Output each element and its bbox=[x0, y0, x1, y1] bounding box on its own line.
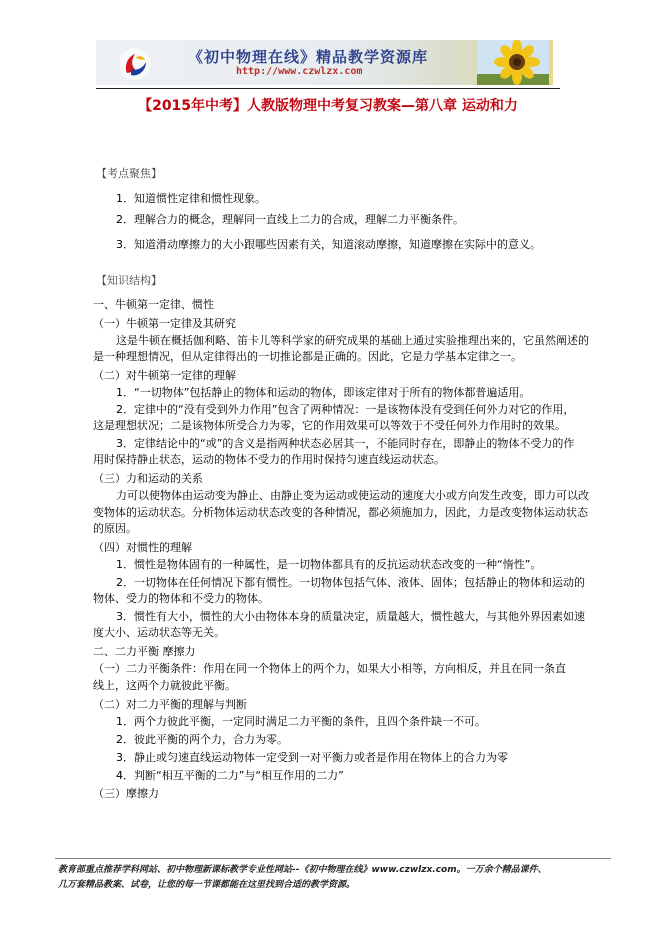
document-title: 【2015年中考】人教版物理中考复习教案—第八章 运动和力 bbox=[138, 98, 518, 114]
paragraph-line: 3．静止或匀速直线运动物体一定受到一对平衡力或者是作用在物体上的合力为零 bbox=[116, 751, 508, 764]
paragraph-line: 度大小、运动状态等无关。 bbox=[93, 626, 225, 639]
paragraph-line: 4．判断“相互平衡的二力”与“相互作用的二力” bbox=[116, 769, 344, 782]
paragraph-line: 的原因。 bbox=[93, 522, 137, 535]
paragraph-line: 3．惯性有大小，惯性的大小由物体本身的质量决定，质量越大，惯性越大，与其他外界因素如速 bbox=[116, 610, 585, 623]
subheading: （四）对惯性的理解 bbox=[93, 541, 192, 554]
footer-line: 几万套精品教案、试卷，让您的每一节课都能在这里找到合适的教学资源。 bbox=[58, 880, 356, 890]
kaodian-item: 2．理解合力的概念，理解同一直线上二力的合成，理解二力平衡条件。 bbox=[116, 213, 464, 226]
site-logo-icon bbox=[118, 47, 152, 81]
banner-title: 《初中物理在线》精品教学资源库 bbox=[188, 48, 429, 66]
header-banner bbox=[96, 40, 553, 85]
paragraph-line: 这是牛顿在概括伽利略、笛卡儿等科学家的研究成果的基础上通过实验推理出来的，它虽然阐述的 bbox=[116, 334, 589, 347]
kaodian-item: 1．知道惯性定律和惯性现象。 bbox=[116, 192, 266, 205]
footer-line: 教育部重点推荐学科网站、初中物理新课标教学专业性网站--《初中物理在线》www.czwlzx.com。一万余个精品课件、 bbox=[58, 865, 547, 875]
subheading: （三）摩擦力 bbox=[93, 787, 159, 800]
subheading: （三）力和运动的关系 bbox=[93, 472, 203, 485]
paragraph-line: 是一种理想情况，但从定律得出的一切推论都是正确的。因此，它是力学基本定律之一。 bbox=[93, 350, 522, 363]
kaodian-item: 3．知道滑动摩擦力的大小跟哪些因素有关，知道滚动摩擦，知道摩擦在实际中的意义。 bbox=[116, 238, 541, 251]
paragraph-line: 1．惯性是物体固有的一种属性，是一切物体都具有的反抗运动状态改变的一种“惰性”。 bbox=[116, 558, 542, 571]
banner-url[interactable]: http://www.czwlzx.com bbox=[236, 66, 363, 77]
paragraph-line: 2．彼此平衡的两个力，合力为零。 bbox=[116, 733, 288, 746]
heading-2: 二、二力平衡 摩擦力 bbox=[93, 645, 196, 658]
footer-rule bbox=[55, 858, 611, 859]
paragraph-line: 物体、受力的物体和不受力的物体。 bbox=[93, 592, 269, 605]
paragraph-line: 1．“一切物体”包括静止的物体和运动的物体，即该定律对于所有的物体都普遍适用。 bbox=[116, 386, 531, 399]
section-label-zhishi: 【知识结构】 bbox=[96, 274, 162, 287]
paragraph-line: 2．定律中的“没有受到外力作用”包含了两种情况：一是该物体没有受到任何外力对它的作用， bbox=[116, 403, 575, 416]
paragraph-line: 1．两个力彼此平衡，一定同时满足二力平衡的条件，且四个条件缺一不可。 bbox=[116, 715, 486, 728]
subheading: （一）二力平衡条件：作用在同一个物体上的两个力，如果大小相等，方向相反，并且在同一条直 bbox=[93, 662, 566, 675]
heading-1: 一、牛顿第一定律、惯性 bbox=[93, 298, 214, 311]
paragraph-line: 线上，这两个力就彼此平衡。 bbox=[93, 679, 236, 692]
paragraph-line: 力可以使物体由运动变为静止、由静止变为运动或使运动的速度大小或方向发生改变，即力可以改 bbox=[116, 489, 589, 502]
sunflower-image bbox=[477, 40, 549, 85]
paragraph-line: 变物体的运动状态。分析物体运动状态改变的各种情况，都必须施加力，因此，力是改变物体运动状态 bbox=[93, 506, 588, 519]
subheading: （一）牛顿第一定律及其研究 bbox=[93, 317, 236, 330]
section-label-kaodian: 【考点聚焦】 bbox=[96, 167, 162, 180]
paragraph-line: 用时保持静止状态，运动的物体不受力的作用时保持匀速直线运动状态。 bbox=[93, 453, 445, 466]
header-rule bbox=[96, 88, 560, 89]
paragraph-line: 这是理想状况；二是该物体所受合力为零，它的作用效果可以等效于不受任何外力作用时的效果。 bbox=[93, 419, 566, 432]
paragraph-line: 2．一切物体在任何情况下都有惯性。一切物体包括气体、液体、固体；包括静止的物体和运动的 bbox=[116, 576, 585, 589]
subheading: （二）对二力平衡的理解与判断 bbox=[93, 698, 247, 711]
paragraph-line: 3．定律结论中的“或”的含义是指两种状态必居其一，不能同时存在，即静止的物体不受力的作 bbox=[116, 437, 575, 450]
subheading: （二）对牛顿第一定律的理解 bbox=[93, 369, 236, 382]
